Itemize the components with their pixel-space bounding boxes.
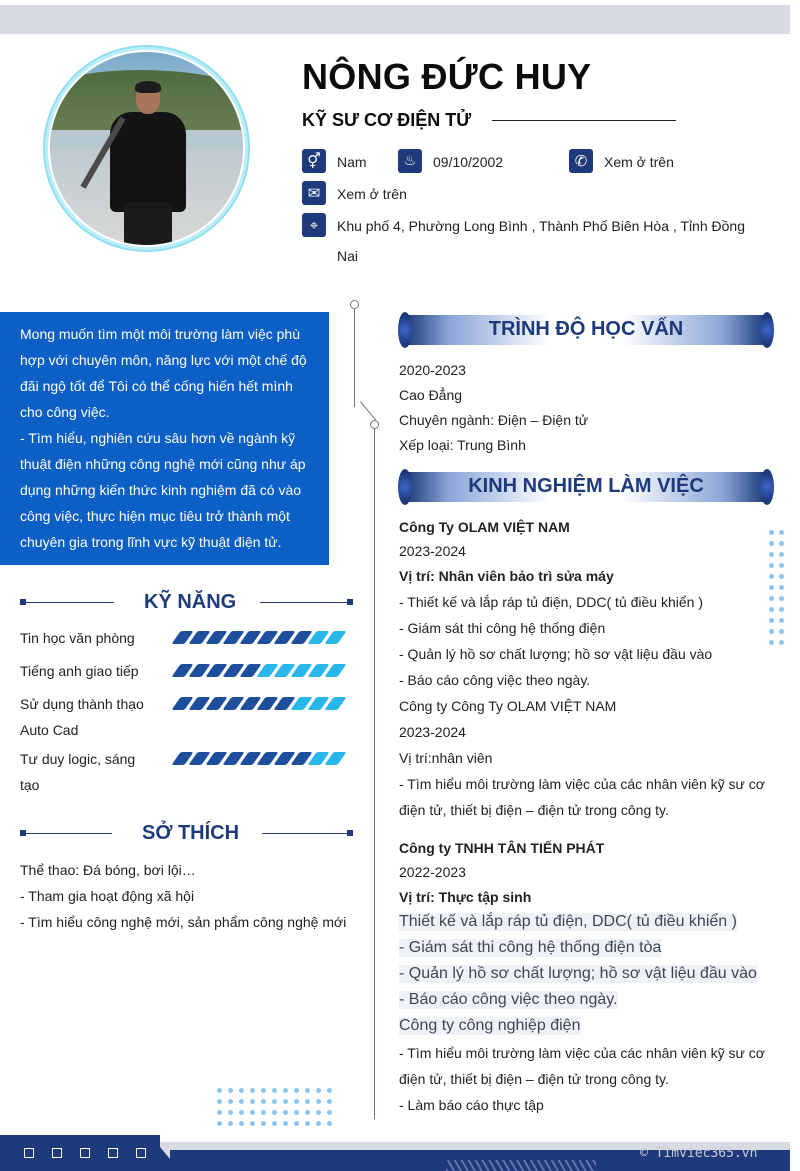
education-grade: Xếp loại: Trung Bình (399, 437, 526, 453)
decor-dot (250, 1110, 255, 1115)
dob-value: 09/10/2002 (433, 154, 504, 170)
experience-line: - Quản lý hồ sơ chất lượng; hồ sơ vật liệu đầu vào (399, 965, 757, 982)
gender-value: Nam (337, 154, 367, 170)
title-divider (492, 120, 676, 121)
email-value: Xem ở trên (337, 186, 407, 202)
cake-icon: ♨ (398, 149, 422, 173)
hobby-item: Thể thao: Đá bóng, bơi lội… (20, 862, 196, 878)
decor-dot (769, 552, 774, 557)
decor-dot (769, 618, 774, 623)
decor-dot (327, 1088, 332, 1093)
decor-dot (250, 1099, 255, 1104)
decor-dot (779, 574, 784, 579)
section-divider (260, 602, 350, 603)
education-banner (398, 312, 774, 348)
decor-dot (217, 1121, 222, 1126)
hobbies-title: SỞ THÍCH (142, 822, 240, 844)
top-band (0, 5, 790, 34)
footer-square (108, 1148, 118, 1158)
experience-line: điện tử, thiết bị điện – điện tử trong công ty. (399, 1071, 669, 1087)
decor-dot (769, 596, 774, 601)
decor-dot (769, 574, 774, 579)
decor-dot (261, 1110, 266, 1115)
decor-dot (779, 541, 784, 546)
decor-dot (228, 1110, 233, 1115)
decor-dot (779, 629, 784, 634)
decor-dot (316, 1088, 321, 1093)
skill-bar (176, 664, 342, 678)
decor-dot (305, 1088, 310, 1093)
experience-line: - Báo cáo công việc theo ngày. (399, 991, 618, 1008)
hobby-item: - Tham gia hoạt động xã hội (20, 888, 195, 904)
decor-dot (316, 1099, 321, 1104)
experience-line: Vị trí: Nhân viên bảo trì sửa máy (399, 568, 614, 584)
decor-dot (217, 1110, 222, 1115)
decor-dot (294, 1110, 299, 1115)
objective-text (20, 321, 314, 555)
decor-dot (228, 1099, 233, 1104)
decor-dot (283, 1121, 288, 1126)
objective-line: - Tìm hiểu, nghiên cứu sâu hơn về ngành kỹ (20, 430, 296, 446)
decor-dot (261, 1121, 266, 1126)
timeline-dot (370, 420, 379, 429)
decor-dot (283, 1110, 288, 1115)
experience-line: 2023-2024 (399, 724, 466, 740)
decor-dot (283, 1099, 288, 1104)
decor-dot (272, 1088, 277, 1093)
decor-dot (316, 1121, 321, 1126)
decor-dot (294, 1088, 299, 1093)
decor-dot (769, 607, 774, 612)
education-period: 2020-2023 (399, 362, 466, 378)
skill-label: Sử dụng thành thạo Auto Cad (20, 696, 144, 738)
experience-line: - Thiết kế và lắp ráp tủ điện, DDC( tủ điều khiển ) (399, 594, 704, 610)
decor-dot (769, 541, 774, 546)
experience-line: Vị trí:nhân viên (399, 750, 493, 766)
experience-title: KINH NGHIỆM LÀM VIỆC (468, 475, 704, 497)
phone-value: Xem ở trên (604, 154, 674, 170)
decor-dot (327, 1121, 332, 1126)
timeline-line (374, 429, 375, 1119)
objective-line: cho công việc. (20, 404, 110, 420)
decor-dot (769, 629, 774, 634)
objective-line: Mong muốn tìm một môi trường làm việc phù (20, 326, 300, 342)
decor-dots (769, 530, 784, 645)
footer-hatch (446, 1160, 596, 1171)
candidate-name: NÔNG ĐỨC HUY (302, 56, 592, 97)
decor-dot (261, 1099, 266, 1104)
watermark: © Timviec365.vn (640, 1146, 758, 1161)
skill-label: Tiếng anh giao tiếp (20, 663, 139, 679)
education-title: TRÌNH ĐỘ HỌC VẤN (488, 318, 684, 340)
section-divider (24, 833, 112, 834)
decor-dots (217, 1088, 332, 1126)
decor-dot (261, 1088, 266, 1093)
decor-dot (272, 1110, 277, 1115)
decor-dot (779, 552, 784, 557)
experience-line: Công ty công nghiệp điện (399, 1017, 581, 1034)
decor-dot (239, 1099, 244, 1104)
footer-square (52, 1148, 62, 1158)
timeline-dot (350, 300, 359, 309)
objective-line: dụng những kiến thức kinh nghiệm đã có vào (20, 482, 302, 498)
section-marker (347, 830, 353, 836)
experience-line: - Giám sát thi công hệ thống điện (399, 620, 606, 636)
experience-line: điện tử, thiết bị điện – điện tử trong công ty. (399, 802, 669, 818)
footer-square (24, 1148, 34, 1158)
gender-icon: ⚥ (302, 149, 326, 173)
objective-line: hợp với chuyên môn, năng lực với một chế độ (20, 352, 307, 368)
timeline-line (354, 309, 355, 407)
decor-dot (283, 1088, 288, 1093)
address-line-2: Nai (337, 248, 359, 264)
decor-dot (779, 596, 784, 601)
decor-dot (305, 1121, 310, 1126)
decor-dot (769, 585, 774, 590)
objective-line: công việc, thực hiện mục tiêu trở thành một (20, 508, 290, 524)
section-divider (24, 602, 114, 603)
experience-line: - Tìm hiểu môi trường làm việc của các nhân viên kỹ sư cơ (399, 1045, 765, 1061)
location-icon: ⌖ (302, 213, 326, 237)
education-school: Cao Đẳng (399, 387, 463, 403)
experience-line: Vị trí: Thực tập sinh (399, 889, 532, 905)
skill-bar (176, 752, 342, 766)
footer-square (80, 1148, 90, 1158)
decor-dot (217, 1099, 222, 1104)
education-major: Chuyên ngành: Điện – Điện tử (399, 412, 589, 428)
objective-line: thuật điện những công nghệ mới cũng như áp (20, 456, 306, 472)
decor-dot (779, 563, 784, 568)
decor-dot (239, 1088, 244, 1093)
timeline-line (360, 401, 376, 420)
decor-dot (217, 1088, 222, 1093)
decor-dot (769, 563, 774, 568)
decor-dot (305, 1110, 310, 1115)
hobby-item: - Tìm hiểu công nghệ mới, sản phẩm công nghệ mới (20, 914, 347, 930)
experience-line: - Làm báo cáo thực tập (399, 1097, 544, 1113)
decor-dot (250, 1121, 255, 1126)
skill-bar (176, 697, 342, 711)
decor-dot (272, 1099, 277, 1104)
experience-line: Công ty TNHH TÂN TIẾN PHÁT (399, 840, 605, 856)
experience-line: - Tìm hiểu môi trường làm việc của các nhân viên kỹ sư cơ (399, 776, 765, 792)
skill-label: Tin học văn phòng (20, 630, 135, 646)
decor-dot (239, 1121, 244, 1126)
job-title: KỸ SƯ CƠ ĐIỆN TỬ (302, 110, 472, 130)
decor-dot (779, 607, 784, 612)
experience-line: Công ty Công Ty OLAM VIỆT NAM (399, 698, 617, 714)
section-divider (262, 833, 350, 834)
objective-line: chuyên gia trong lĩnh vực kỹ thuật điện tử. (20, 534, 282, 550)
decor-dot (327, 1099, 332, 1104)
decor-dot (272, 1121, 277, 1126)
skills-title: KỸ NĂNG (144, 591, 237, 613)
decor-dot (305, 1099, 310, 1104)
skill-bar (176, 631, 342, 645)
experience-line: - Quản lý hồ sơ chất lượng; hồ sơ vật liệu đầu vào (399, 646, 713, 662)
address-line-1: Khu phố 4, Phường Long Bình , Thành Phố Biên Hòa , Tỉnh Đồng (337, 218, 745, 234)
skill-label: Tư duy logic, sáng tạo (20, 751, 136, 793)
avatar (50, 52, 243, 245)
experience-banner (398, 469, 774, 505)
decor-dot (769, 640, 774, 645)
experience-line: - Báo cáo công việc theo ngày. (399, 672, 591, 688)
decor-dot (294, 1121, 299, 1126)
phone-icon: ✆ (569, 149, 593, 173)
decor-dot (769, 530, 774, 535)
decor-dot (779, 618, 784, 623)
experience-line: Công Ty OLAM VIỆT NAM (399, 519, 570, 535)
footer-block (150, 1135, 180, 1171)
experience-line: - Giám sát thi công hệ thống điện tòa (399, 939, 662, 956)
decor-dot (779, 585, 784, 590)
experience-line: 2022-2023 (399, 864, 466, 880)
decor-dot (239, 1110, 244, 1115)
experience-line: 2023-2024 (399, 543, 466, 559)
objective-line: đãi ngộ tốt để Tôi có thể cống hiến hết mình (20, 378, 293, 394)
email-icon: ✉ (302, 181, 326, 205)
decor-dot (779, 640, 784, 645)
decor-dot (228, 1121, 233, 1126)
experience-line: Thiết kế và lắp ráp tủ điện, DDC( tủ điều khiển ) (399, 913, 737, 930)
decor-dot (327, 1110, 332, 1115)
footer-square (136, 1148, 146, 1158)
decor-dot (250, 1088, 255, 1093)
decor-dot (294, 1099, 299, 1104)
decor-dot (779, 530, 784, 535)
decor-dot (316, 1110, 321, 1115)
section-marker (347, 599, 353, 605)
decor-dot (228, 1088, 233, 1093)
